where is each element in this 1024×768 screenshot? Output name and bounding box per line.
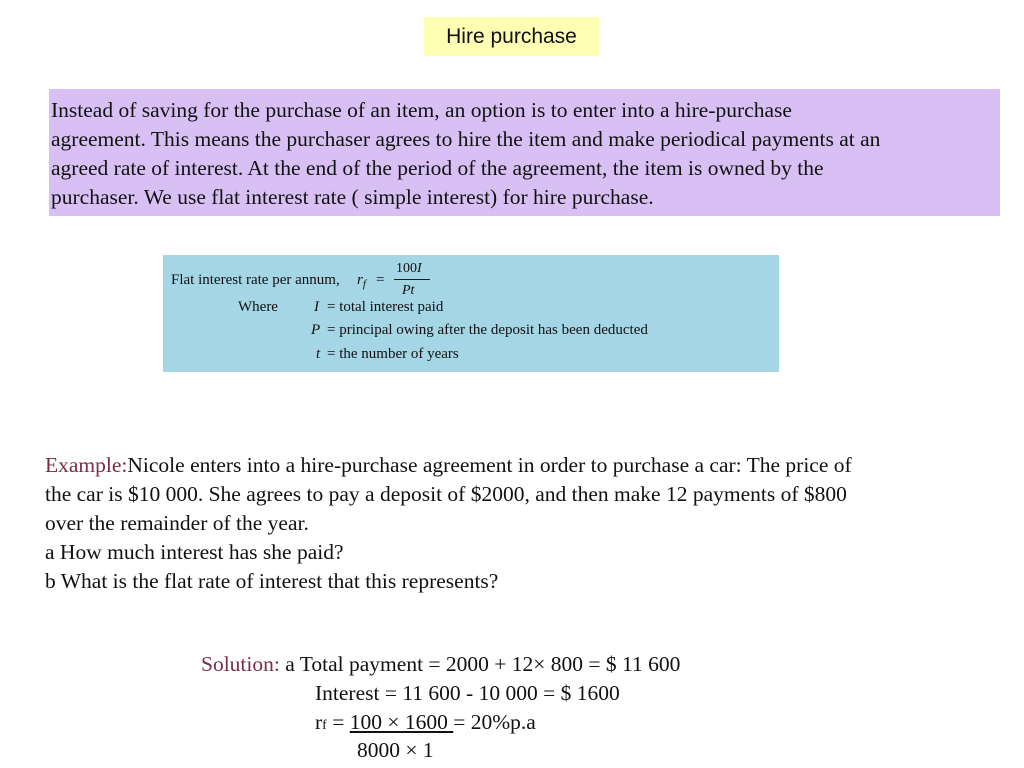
example-line: Example:Nicole enters into a hire-purchase agreement in order to purchase a car: The price of [45, 453, 852, 477]
example-section [45, 451, 1005, 596]
solution-line: Solution: a Total payment = 2000 + 12× 800 = $ 11 600 [201, 652, 681, 676]
intro-line: agreed rate of interest. At the end of the period of the agreement, the item is owned by the [51, 156, 824, 180]
definition-symbol: I [314, 299, 319, 315]
intro-panel [49, 89, 1000, 216]
intro-line: Instead of saving for the purchase of an item, an option is to enter into a hire-purchase [51, 98, 792, 122]
example-line: b What is the flat rate of interest that this represents? [45, 569, 499, 593]
formula-equals: = [376, 272, 385, 288]
example-label: Example: [45, 453, 128, 477]
solution-label: Solution: [201, 652, 280, 676]
formula-symbol-r: $r_f$ [357, 272, 366, 290]
example-line: over the remainder of the year. [45, 511, 309, 535]
definition-symbol: P [311, 322, 321, 338]
formula-where: Where [238, 299, 278, 315]
definition-text: = total interest paid [327, 299, 444, 315]
intro-line: agreement. This means the purchaser agrees to hire the item and make periodical payments at an [51, 127, 881, 151]
definition-text: = the number of years [327, 346, 459, 362]
definition-text: = principal owing after the deposit has been deducted [327, 322, 648, 338]
example-line: a How much interest has she paid? [45, 540, 344, 564]
intro-line: purchaser. We use flat interest rate ( simple interest) for hire purchase. [51, 185, 654, 209]
formula-denominator: Pt [402, 283, 415, 298]
solution-line: rf = 100 × 1600 = 20%p.a [315, 710, 536, 734]
example-line: the car is $10 000. She agrees to pay a deposit of $2000, and then make 12 payments of $800 [45, 482, 847, 506]
solution-line: Interest = 11 600 - 10 000 = $ 1600 [315, 681, 620, 705]
definition-symbol: t [316, 346, 321, 362]
formula-numerator: 100I [396, 261, 422, 276]
solution-line: 8000 × 1 [357, 738, 434, 762]
formula-lhs: Flat interest rate per annum, [171, 272, 340, 288]
fraction-bar [394, 279, 430, 280]
page-title: Hire purchase [424, 17, 599, 56]
